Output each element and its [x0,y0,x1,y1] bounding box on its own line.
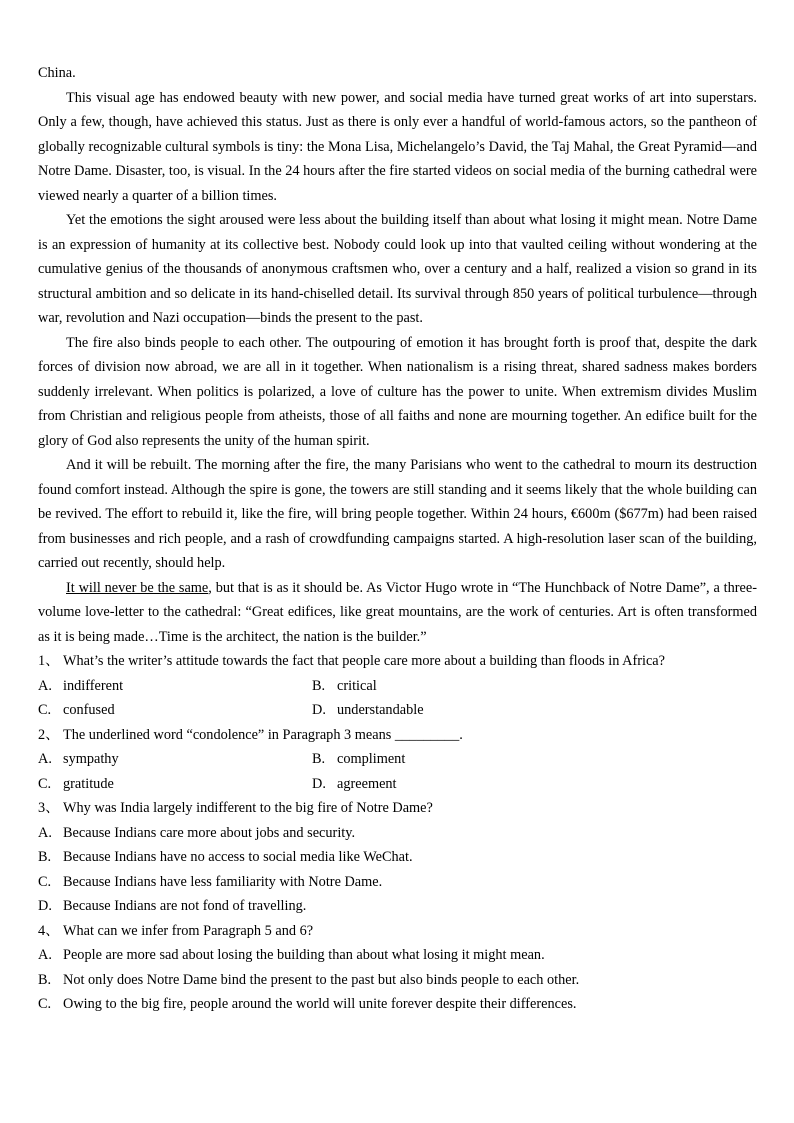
option-c-label: C. [38,996,52,1012]
question-2-options [38,747,757,796]
option-c-text: confused [63,702,115,718]
question-2-option-d [312,772,757,797]
question-2-number: 2、 [38,726,60,743]
question-4-option-a [38,943,757,968]
option-d-text: Because Indians are not fond of travelling. [63,898,307,914]
question-3-number: 3、 [38,800,60,816]
question-3-prompt-line [38,796,757,821]
passage-paragraph-5 [38,576,757,650]
question-1-option-a [38,674,312,699]
passage-paragraph-5-rest: , but that is as it should be. As Victor Hugo wrote in “The Hunchback of Notre Dame”, a three-volume love-letter to the cathedral: “Great edifices, like great mountains, are the work of centuries. Art is often transformed as it is being made…Time is the architect, the nation is the builder.” [38,579,757,645]
option-b-label: B. [38,849,52,865]
question-2-option-c [38,772,312,797]
option-c-label: C. [38,702,52,718]
question-1 [38,649,757,723]
option-a-text: sympathy [63,751,119,767]
question-1-options [38,674,757,723]
question-2-prompt: The underlined word “condolence” in Paragraph 3 means _________. [63,726,463,743]
option-b-label: B. [312,677,326,694]
underlined-phrase: It will never be the same [66,579,209,596]
option-a-label: A. [38,947,52,963]
option-c-label: C. [38,873,52,890]
option-a-text: People are more sad about losing the building than about what losing it might mean. [63,947,545,963]
option-b-label: B. [312,751,326,767]
question-4-option-c [38,992,757,1017]
option-b-text: compliment [337,751,406,767]
question-1-prompt-line [38,649,757,674]
question-4 [38,919,757,1017]
question-4-prompt-line [38,919,757,944]
question-4-prompt: What can we infer from Paragraph 5 and 6? [63,922,314,939]
question-1-option-b [312,674,757,699]
option-a-text: Because Indians care more about jobs and security. [63,824,356,841]
question-2-prompt-line [38,723,757,748]
passage-paragraph-4: And it will be rebuilt. The morning after the fire, the many Parisians who went to the cathedral to mourn its destruction found comfort instead. Although the spire is gone, the towers are still standing and it seems likely that the whole building can be revived. The effort to rebuild it, like the fire, will bring people together. Within 24 hours, €600m ($677m) had been raised from businesses and rich people, and a rash of crowdfunding campaigns started. A high-resolution laser scan of the building, carried out recently, should help. [38,457,757,571]
question-3-option-c [38,870,757,895]
option-b-text: Not only does Notre Dame bind the present to the past but also binds people to each other. [63,971,580,988]
question-4-number: 4、 [38,922,60,939]
option-a-label: A. [38,751,52,767]
option-d-text: agreement [337,775,397,792]
passage-paragraph-2: Yet the emotions the sight aroused were less about the building itself than about what losing it might mean. Notre Dame is an expression of humanity at its collective best. Nobody could look up into that vaulted ceiling without wondering at the cumulative genius of the thousands of anonymous craftsmen who, over a century and a half, realized a vision so grand in its structural ambition and so delicate in its hand-chiselled detail. Its survival through 850 years of political turbulence—through war, revolution and Nazi occupation—binds the present to the past. [38,212,757,326]
questions-section [38,649,757,1017]
option-d-label: D. [38,898,52,914]
question-4-option-b [38,968,757,993]
option-d-label: D. [312,775,326,792]
option-a-label: A. [38,677,52,694]
option-c-text: gratitude [63,775,114,792]
question-2-option-b [312,747,757,772]
passage-paragraph-1: This visual age has endowed beauty with new power, and social media have turned great works of art into superstars. Only a few, though, have achieved this status. Just as there is only ever a handful of world-famous actors, so the pantheon of globally recognizable cultural symbols is tiny: the Mona Lisa, Michelangelo’s David, the Taj Mahal, the Great Pyramid—and Notre Dame. Disaster, too, is visual. In the 24 hours after the fire started videos on social media of the burning cathedral were viewed nearly a quarter of a billion times. [38,89,757,204]
question-3-prompt: Why was India largely indifferent to the big fire of Notre Dame? [63,800,433,816]
option-d-label: D. [312,702,326,718]
option-a-label: A. [38,824,52,841]
question-1-option-d [312,698,757,723]
option-b-text: critical [337,677,377,694]
question-1-option-c [38,698,312,723]
question-1-prompt: What’s the writer’s attitude towards the fact that people care more about a building than floods in Africa? [63,653,665,669]
option-c-text: Because Indians have less familiarity with Notre Dame. [63,873,383,890]
question-3-option-a [38,821,757,846]
option-b-text: Because Indians have no access to social media like WeChat. [63,849,413,865]
option-c-text: Owing to the big fire, people around the world will unite forever despite their differences. [63,996,577,1012]
passage-continuation-line: China. [38,65,76,81]
question-3-option-d [38,894,757,919]
question-3-option-b [38,845,757,870]
option-d-text: understandable [337,702,424,718]
question-2 [38,723,757,797]
question-3 [38,796,757,919]
option-a-text: indifferent [63,677,124,694]
option-b-label: B. [38,971,52,988]
option-c-label: C. [38,775,52,792]
question-2-option-a [38,747,312,772]
passage-paragraph-3: The fire also binds people to each other. The outpouring of emotion it has brought forth is proof that, despite the dark forces of division now abroad, we are all in it together. When nationalism is a rising threat, shared sadness makes borders suddenly irrelevant. When politics is polarized, a love of culture has the power to unite. When extremism divides Muslim from Christian and religious people from atheists, those of all faiths and none are mourning together. An edifice built for the glory of God also represents the unity of the human spirit. [38,334,757,449]
exam-reading-section [38,61,757,1017]
reading-passage [38,61,757,649]
question-1-number: 1、 [38,653,60,669]
